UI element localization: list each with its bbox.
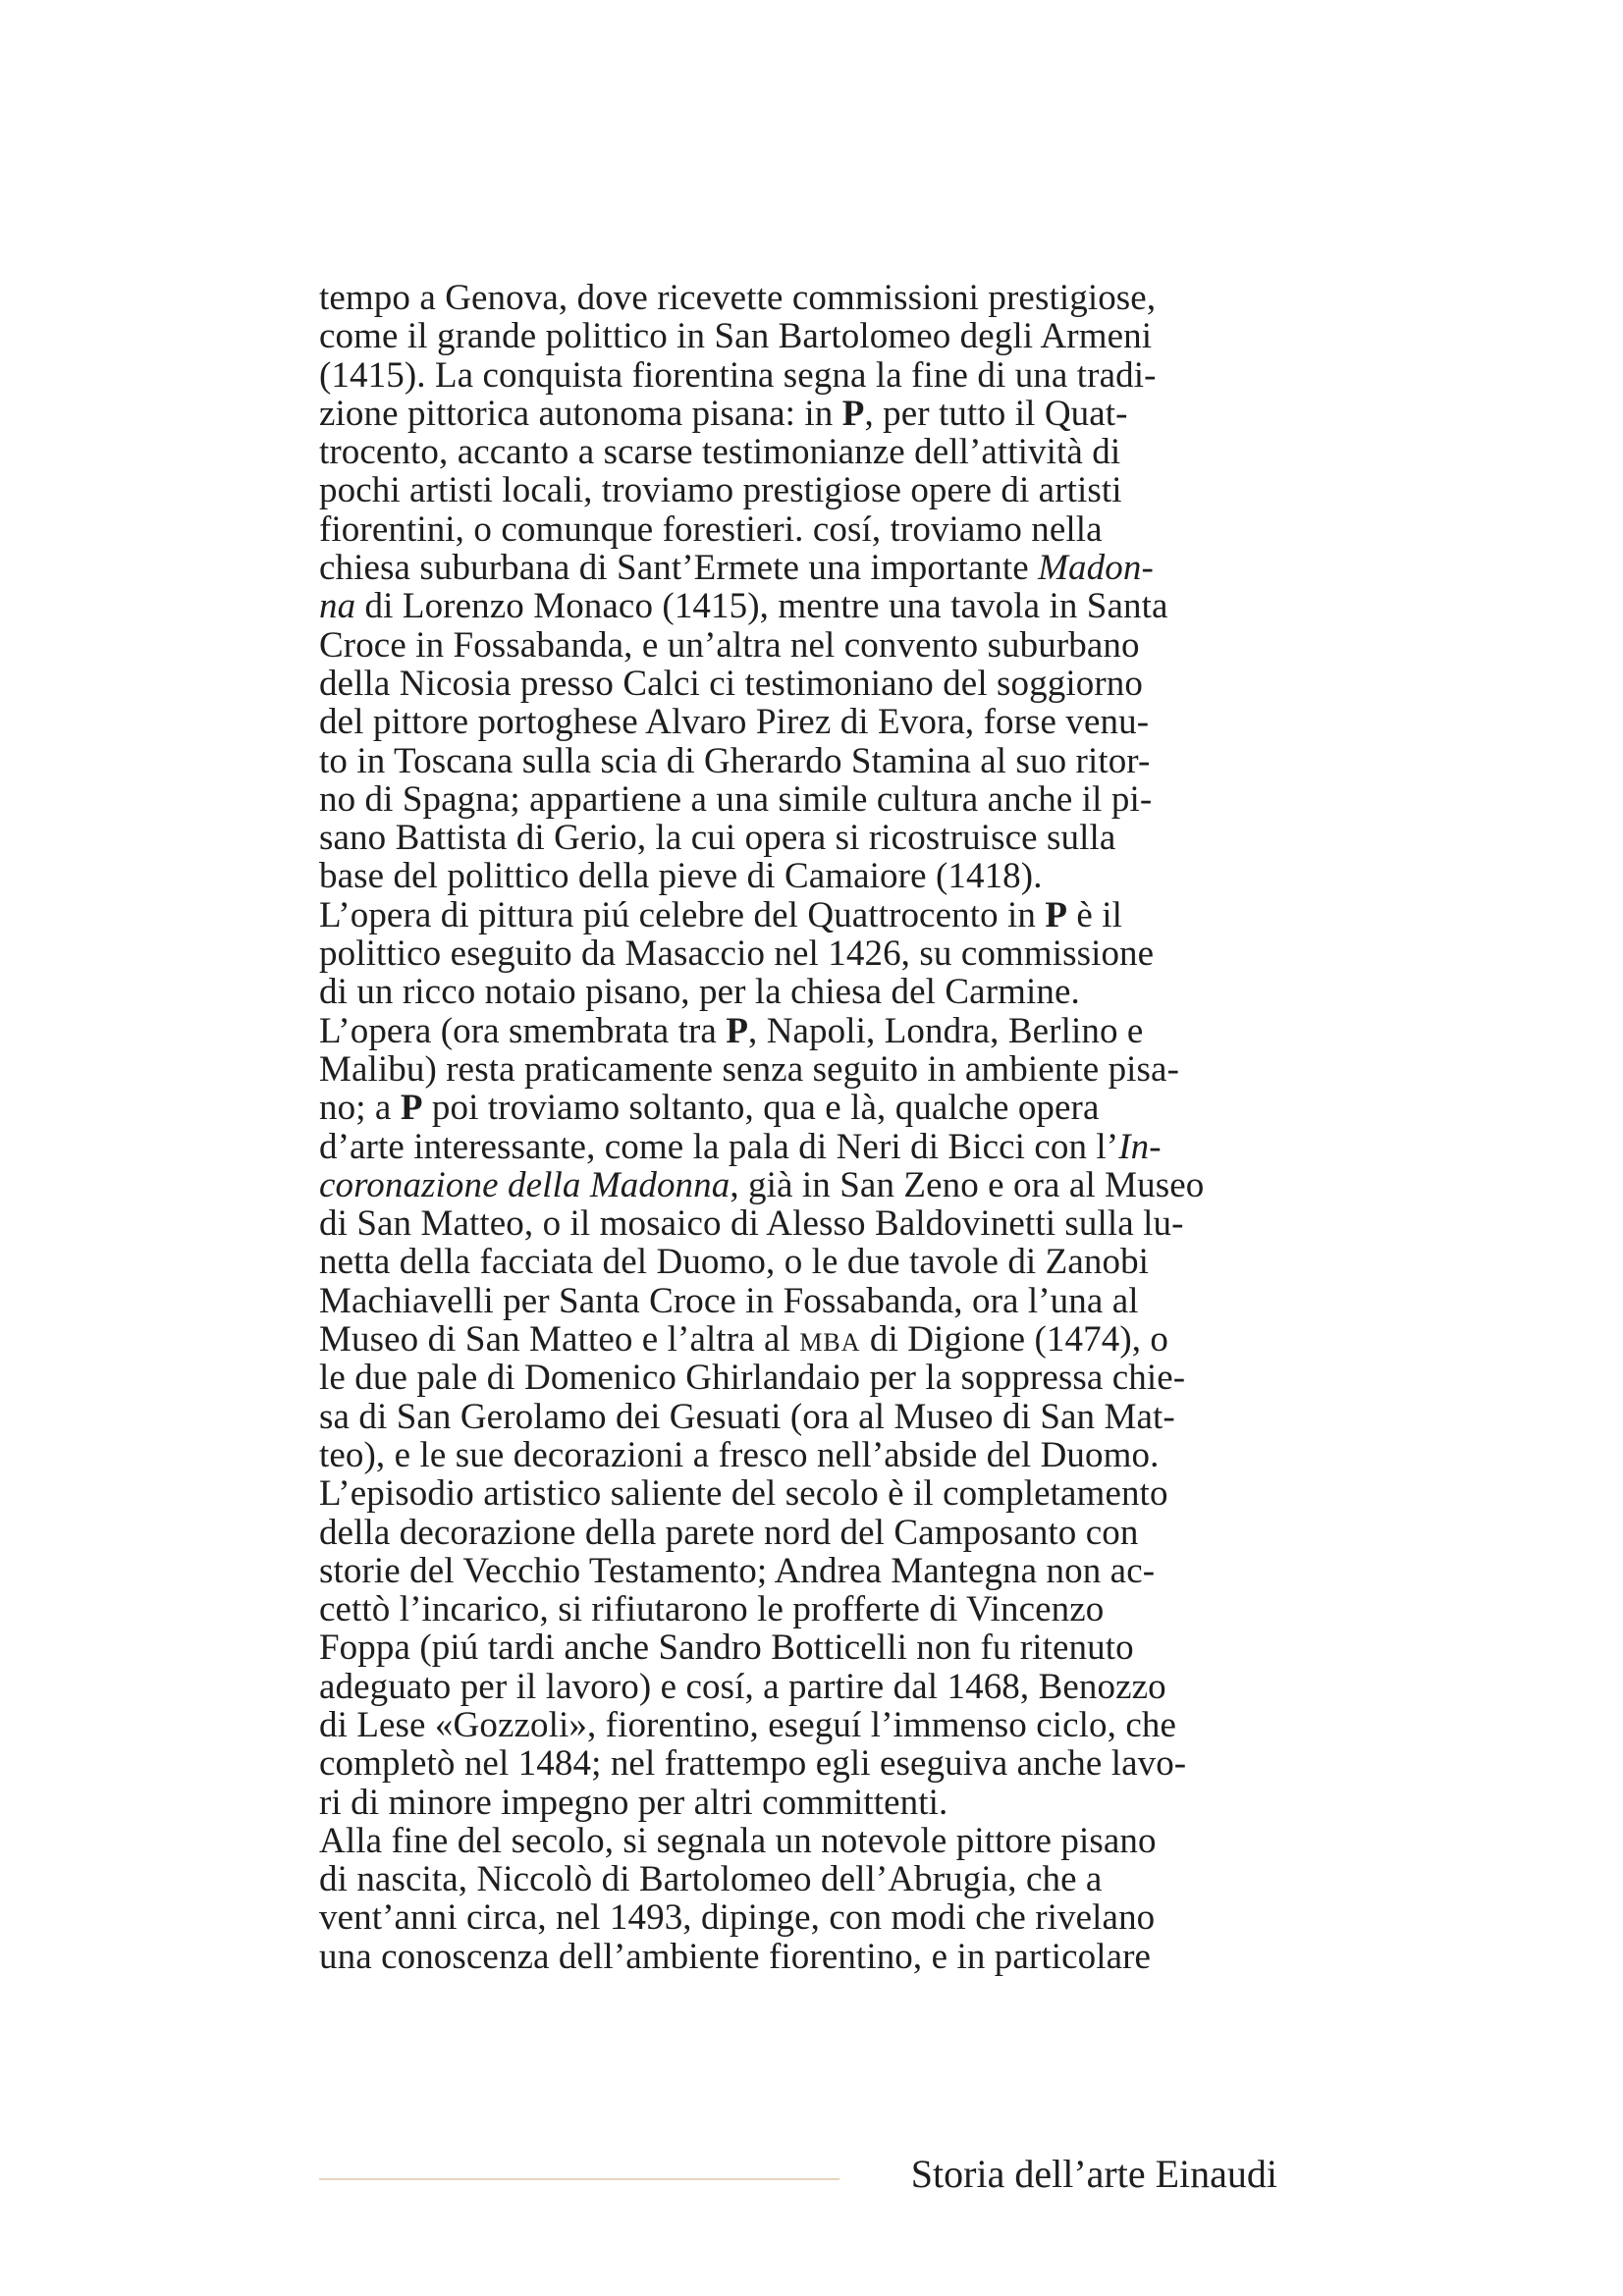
text-segment: polittico eseguito da Masaccio nel 1426, su commissione	[319, 934, 1155, 975]
text-segment: Foppa (piú tardi anche Sandro Botticelli non fu ritenuto	[319, 1628, 1134, 1669]
text-segment: no di Spagna; appartiene a una simile cultura anche il pi-	[319, 778, 1153, 820]
text-line	[319, 317, 1281, 355]
text-segment: no; a	[319, 1088, 401, 1129]
text-segment: P	[841, 393, 865, 434]
text-line	[319, 356, 1281, 395]
text-segment: adeguato per il lavoro) e cosí, a partire dal 1468, Benozzo	[319, 1666, 1166, 1707]
text-segment: del pittore portoghese Alvaro Pirez di Evora, forse venu-	[319, 702, 1150, 743]
text-line	[319, 819, 1281, 857]
text-segment: poi troviamo soltanto, qua e là, qualche opera	[422, 1088, 1100, 1129]
text-line	[319, 1898, 1281, 1937]
text-line	[319, 1204, 1281, 1243]
footer-rule	[319, 2178, 839, 2180]
text-line	[319, 896, 1281, 934]
text-segment: come il grande polittico in San Bartolomeo degli Armeni	[319, 316, 1153, 357]
text-segment: fiorentini, o comunque forestieri. cosí, troviamo nella	[319, 508, 1103, 550]
text-line	[319, 857, 1281, 895]
text-segment: L’opera (ora smembrata tra	[319, 1010, 727, 1051]
text-segment: Machiavelli per Santa Croce in Fossabanda, ora l’una al	[319, 1280, 1139, 1321]
text-line	[319, 626, 1281, 665]
text-line	[319, 433, 1281, 471]
text-segment: coronazione della Madonna	[319, 1164, 730, 1205]
text-segment: cettò l’incarico, si rifiutarono le profferte di Vincenzo	[319, 1589, 1105, 1630]
text-segment: di un ricco notaio pisano, per la chiesa del Carmine.	[319, 972, 1080, 1013]
text-segment: Malibu) resta praticamente senza seguito in ambiente pisa-	[319, 1048, 1180, 1090]
text-line	[319, 780, 1281, 819]
text-line	[319, 742, 1281, 780]
text-line	[319, 703, 1281, 741]
text-segment: L’episodio artistico saliente del secolo è il completamento	[319, 1473, 1168, 1515]
text-line	[319, 1514, 1281, 1552]
text-segment: , Napoli, Londra, Berlino e	[748, 1010, 1144, 1051]
text-line	[319, 1282, 1281, 1320]
text-segment: teo), e le sue decorazioni a fresco nell’abside del Duomo.	[319, 1434, 1160, 1475]
body-text	[319, 279, 1281, 1976]
text-segment: di Lorenzo Monaco (1415), mentre una tavola in Santa	[355, 586, 1168, 627]
text-segment: netta della facciata del Duomo, o le due tavole di Zanobi	[319, 1242, 1150, 1283]
text-segment: di Digione (1474), o	[860, 1319, 1169, 1361]
text-segment: della Nicosia presso Calci ci testimoniano del soggiorno	[319, 663, 1143, 704]
text-segment: P	[726, 1010, 749, 1051]
text-line	[319, 1166, 1281, 1204]
text-line	[319, 1398, 1281, 1436]
text-segment: base del polittico della pieve di Camaiore (1418).	[319, 856, 1043, 897]
text-line	[319, 1784, 1281, 1822]
text-line	[319, 1860, 1281, 1898]
text-segment: L’opera di pittura piú celebre del Quattrocento in	[319, 894, 1046, 935]
text-segment: , già in San Zeno e ora al Museo	[730, 1164, 1205, 1205]
text-line	[319, 1089, 1281, 1127]
text-line	[319, 1320, 1281, 1359]
text-line	[319, 1359, 1281, 1397]
text-line	[319, 665, 1281, 703]
text-segment: Croce in Fossabanda, e un’altra nel convento suburbano	[319, 624, 1140, 666]
text-segment: di nascita, Niccolò di Bartolomeo dell’Abrugia, che a	[319, 1859, 1103, 1900]
text-line	[319, 1822, 1281, 1860]
text-segment: completò nel 1484; nel frattempo egli eseguiva anche lavo-	[319, 1743, 1187, 1785]
text-segment: della decorazione della parete nord del Camposanto con	[319, 1512, 1139, 1553]
text-line	[319, 279, 1281, 317]
text-segment: d’arte interessante, come la pala di Neri di Bicci con l’	[319, 1126, 1119, 1167]
text-segment: P	[400, 1088, 423, 1129]
text-segment: di Lese «Gozzoli», fiorentino, eseguí l’immenso ciclo, che	[319, 1704, 1176, 1745]
text-segment: storie del Vecchio Testamento; Andrea Mantegna non ac-	[319, 1550, 1156, 1591]
footer-title: Storia dell’arte Einaudi	[910, 2152, 1277, 2196]
text-line	[319, 1552, 1281, 1590]
text-line	[319, 471, 1281, 509]
text-segment: Alla fine del secolo, si segnala un notevole pittore pisano	[319, 1820, 1157, 1861]
text-segment: to in Toscana sulla scia di Gherardo Stamina al suo ritor-	[319, 740, 1151, 781]
text-segment: pochi artisti locali, troviamo prestigiose opere di artisti	[319, 470, 1122, 511]
text-line	[319, 1436, 1281, 1474]
text-line	[319, 510, 1281, 549]
text-segment: sa di San Gerolamo dei Gesuati (ora al Museo di San Mat-	[319, 1396, 1175, 1437]
text-segment: le due pale di Domenico Ghirlandaio per la soppressa chie-	[319, 1358, 1186, 1399]
text-line	[319, 1668, 1281, 1706]
text-segment: Madon-	[1038, 548, 1154, 589]
text-segment: una conoscenza dell’ambiente fiorentino, e in particolare	[319, 1936, 1152, 1977]
text-segment: P	[1045, 894, 1068, 935]
text-segment: In-	[1118, 1126, 1162, 1167]
text-segment: na	[319, 586, 356, 627]
text-segment: mba	[799, 1319, 861, 1361]
text-line	[319, 1590, 1281, 1629]
text-line	[319, 549, 1281, 587]
text-line	[319, 395, 1281, 433]
text-segment: ri di minore impegno per altri committenti.	[319, 1782, 948, 1823]
text-line	[319, 973, 1281, 1011]
text-segment: tempo a Genova, dove ricevette commissioni prestigiose,	[319, 278, 1157, 318]
text-segment: chiesa suburbana di Sant’Ermete una importante	[319, 548, 1039, 589]
text-segment: (1415). La conquista fiorentina segna la fine di una tradi-	[319, 354, 1157, 396]
text-segment: , per tutto il Quat-	[864, 393, 1128, 434]
text-line	[319, 1050, 1281, 1089]
text-line	[319, 1629, 1281, 1667]
text-segment: trocento, accanto a scarse testimonianze dell’attività di	[319, 432, 1121, 473]
text-segment: è il	[1067, 894, 1123, 935]
text-line	[319, 1938, 1281, 1976]
text-line	[319, 587, 1281, 625]
text-line	[319, 1706, 1281, 1744]
text-segment: zione pittorica autonoma pisana: in	[319, 393, 842, 434]
text-line	[319, 934, 1281, 973]
text-line	[319, 1128, 1281, 1166]
text-segment: vent’anni circa, nel 1493, dipinge, con modi che rivelano	[319, 1897, 1156, 1939]
text-segment: sano Battista di Gerio, la cui opera si ricostruisce sulla	[319, 818, 1116, 859]
text-line	[319, 1474, 1281, 1513]
text-segment: di San Matteo, o il mosaico di Alesso Baldovinetti sulla lu-	[319, 1203, 1184, 1245]
text-line	[319, 1012, 1281, 1050]
text-line	[319, 1243, 1281, 1281]
text-segment: Museo di San Matteo e l’altra al	[319, 1319, 800, 1361]
text-line	[319, 1744, 1281, 1783]
